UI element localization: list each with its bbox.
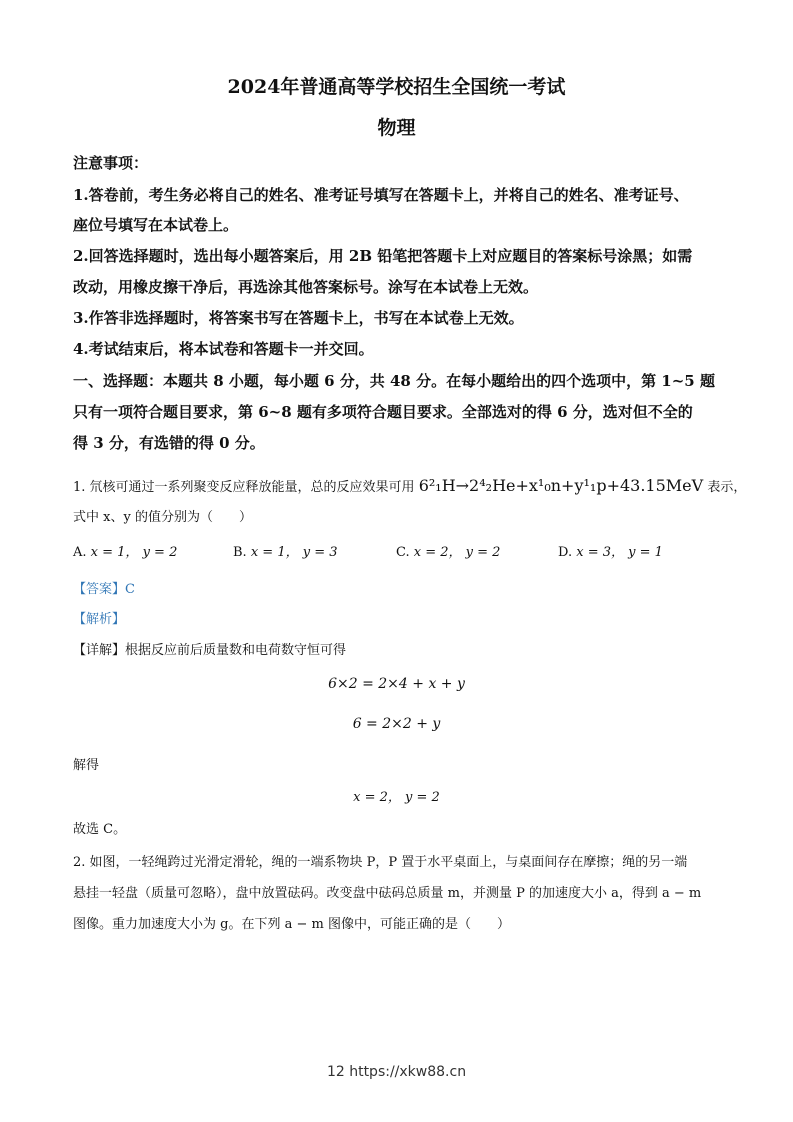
note-line-1: 1.答卷前，考生务必将自己的姓名、准考证号填写在答题卡上，并将自己的姓名、准考证号、: [73, 186, 689, 204]
q1-equation-2: 6 = 2×2 + y: [352, 716, 441, 732]
section-line-1: 一、选择题：本题共 8 小题，每小题 6 分，共 48 分。在每小题给出的四个选项中，第 1~5 题: [73, 372, 715, 390]
q1-answer: 【答案】C: [73, 582, 135, 597]
q1-option-d: D. x = 3， y = 1: [558, 545, 663, 560]
q1-stem-b: 表示，: [707, 480, 747, 495]
q1-detail: 【详解】根据反应前后质量数和电荷数守恒可得: [73, 643, 347, 658]
q2-line-2: 悬挂一轻盘（质量可忽略），盘中放置砝码。改变盘中砝码总质量 m，并测量 P 的加速度大小 a，得到 a − m: [73, 886, 702, 901]
q1-equation-1: 6×2 = 2×4 + x + y: [328, 676, 465, 692]
q1-option-b: B. x = 1， y = 3: [233, 545, 338, 560]
page-footer: 12 https://xkw88.cn: [326, 1064, 467, 1080]
note-line-4: 改动，用橡皮擦干净后，再选涂其他答案标号。涂写在本试卷上无效。: [73, 278, 539, 296]
q1-stem-c: 式中 x、y 的值分别为（ ）: [73, 510, 252, 525]
q1-stem-a: 1. 氘核可通过一系列聚变反应释放能量，总的反应效果可用: [73, 480, 415, 495]
q1-reaction-formula: 6²₁H→2⁴₂He+x¹₀n+y¹₁p+43.15MeV: [418, 476, 704, 495]
q1-option-a: A. x = 1， y = 2: [73, 545, 178, 560]
q2-line-3: 图像。重力加速度大小为 g。在下列 a − m 图像中，可能正确的是（ ）: [73, 917, 510, 932]
q2-line-1: 2. 如图，一轻绳跨过光滑定滑轮，绳的一端系物块 P，P 置于水平桌面上，与桌面间存在摩擦；绳的另一端: [73, 855, 688, 870]
section-line-3: 得 3 分，有选错的得 0 分。: [73, 434, 265, 452]
q1-equation-3: x = 2， y = 2: [353, 790, 440, 805]
subject-title: 物理: [377, 117, 416, 139]
note-line-5: 3.作答非选择题时，将答案书写在答题卡上，书写在本试卷上无效。: [73, 309, 524, 327]
q1-stem: [73, 476, 746, 495]
note-line-6: 4.考试结束后，将本试卷和答题卡一并交回。: [73, 340, 374, 358]
exam-title: 2024年普通高等学校招生全国统一考试: [227, 76, 566, 98]
q1-conclusion: 故选 C。: [73, 822, 127, 837]
note-line-3: 2.回答选择题时，选出每小题答案后，用 2B 铅笔把答题卡上对应题目的答案标号涂黑；如需: [73, 247, 693, 265]
note-line-2: 座位号填写在本试卷上。: [73, 216, 239, 234]
q1-solve: 解得: [73, 758, 100, 773]
q1-option-c: C. x = 2， y = 2: [396, 545, 501, 560]
q1-analysis: 【解析】: [73, 612, 126, 627]
section-line-2: 只有一项符合题目要求，第 6~8 题有多项符合题目要求。全部选对的得 6 分，选对但不全的: [73, 403, 693, 421]
notes-heading: 注意事项：: [73, 154, 149, 172]
